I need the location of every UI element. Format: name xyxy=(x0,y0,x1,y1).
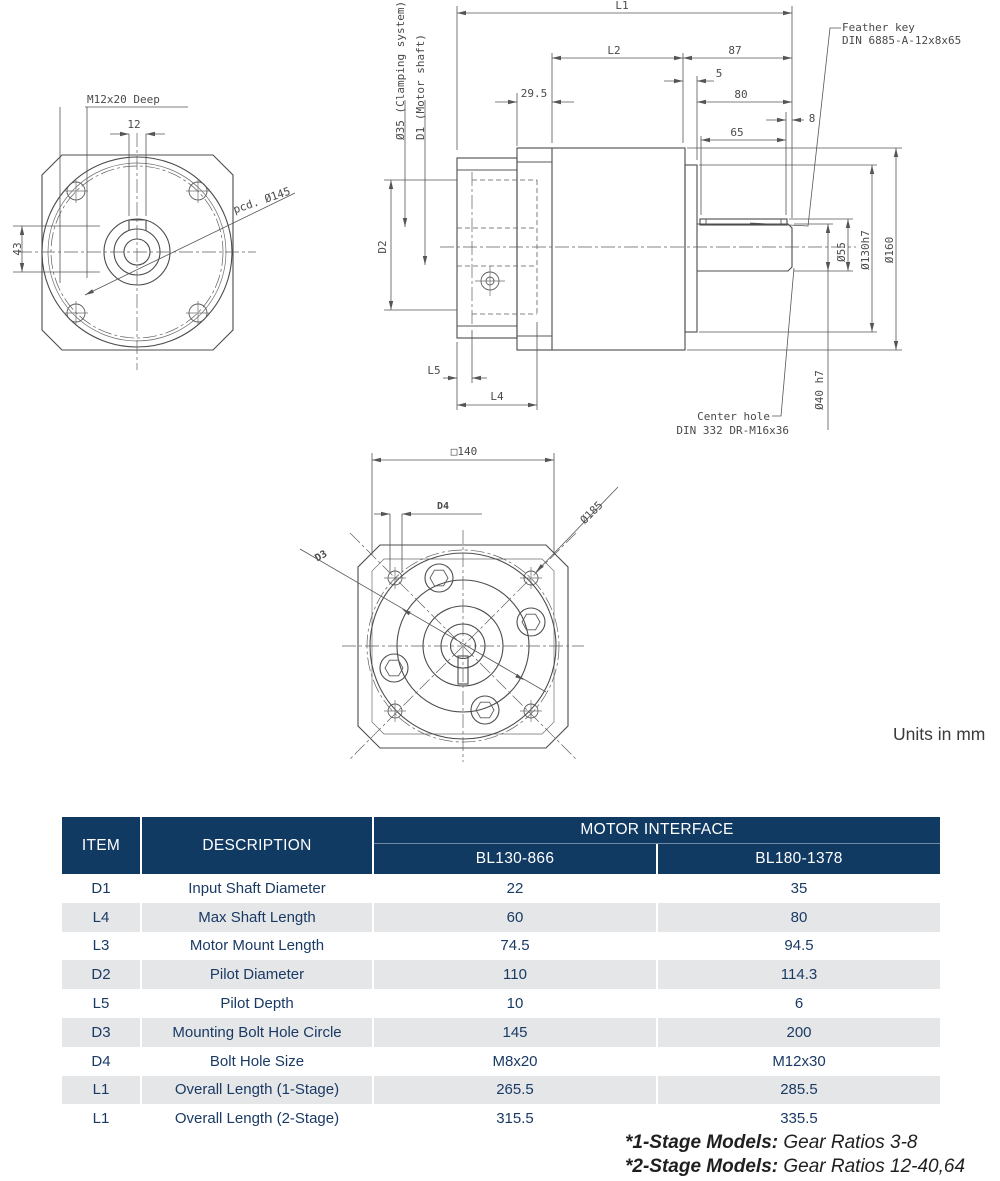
cell-item: L1 xyxy=(62,1076,140,1105)
table-row xyxy=(62,960,940,989)
col-header-item: ITEM xyxy=(62,817,140,874)
dim-65: 65 xyxy=(730,126,744,139)
model-subheaders xyxy=(374,844,940,874)
cell-bl130: 60 xyxy=(374,903,656,932)
cell-description: Bolt Hole Size xyxy=(142,1047,372,1076)
cell-item: D2 xyxy=(62,960,140,989)
footnote-2-label: *2-Stage Models: xyxy=(625,1156,779,1177)
motor-interface-header-group xyxy=(374,817,940,874)
dim-87: 87 xyxy=(728,44,742,57)
footnotes xyxy=(625,1131,965,1179)
dim-5: 5 xyxy=(715,67,723,80)
cell-item: D3 xyxy=(62,1018,140,1047)
side-view xyxy=(376,0,961,437)
center-hole-callout xyxy=(676,268,794,437)
dim-l5: L5 xyxy=(427,364,441,377)
cell-item: D1 xyxy=(62,874,140,903)
cell-item: D4 xyxy=(62,1047,140,1076)
cell-item: L5 xyxy=(62,989,140,1018)
table-row xyxy=(62,1018,940,1047)
cell-bl180: M12x30 xyxy=(658,1047,940,1076)
table-header xyxy=(62,817,940,874)
bottom-view xyxy=(300,445,618,762)
front-view xyxy=(11,93,295,370)
height-dim: 43 xyxy=(11,242,24,256)
cell-bl180: 285.5 xyxy=(658,1076,940,1105)
table-row xyxy=(62,989,940,1018)
cell-description: Pilot Diameter xyxy=(142,960,372,989)
footnote-2-text: Gear Ratios 12-40,64 xyxy=(778,1156,966,1177)
cell-bl180: 94.5 xyxy=(658,932,940,961)
table-row xyxy=(62,1076,940,1105)
cell-bl180: 6 xyxy=(658,989,940,1018)
cell-description: Input Shaft Diameter xyxy=(142,874,372,903)
cell-description: Mounting Bolt Hole Circle xyxy=(142,1018,372,1047)
cell-bl180: 114.3 xyxy=(658,960,940,989)
dim-l1: L1 xyxy=(615,0,629,12)
feather-key-callout xyxy=(750,21,961,226)
cell-bl130: 74.5 xyxy=(374,932,656,961)
dim-29-5: 29.5 xyxy=(520,87,548,100)
thread-label: M12x20 Deep xyxy=(87,93,160,106)
table-row xyxy=(62,1047,940,1076)
col-header-bl130: BL130-866 xyxy=(374,844,656,874)
dim-dia40: Ø40 h7 xyxy=(813,370,826,410)
dim-l2: L2 xyxy=(607,44,621,57)
dim-dia185: Ø185 xyxy=(577,498,606,527)
table-row xyxy=(62,903,940,932)
feather-key-label-2: DIN 6885-A-12x8x65 xyxy=(842,34,962,47)
cell-description: Overall Length (2-Stage) xyxy=(142,1104,372,1133)
slot-width-dim: 12 xyxy=(127,118,141,131)
units-note: Units in mm xyxy=(893,724,986,744)
cell-bl130: 22 xyxy=(374,874,656,903)
dim-80: 80 xyxy=(734,88,748,101)
cell-bl130: M8x20 xyxy=(374,1047,656,1076)
table-row xyxy=(62,1104,940,1133)
center-hole-label-1: Center hole xyxy=(697,410,770,423)
col-header-description: DESCRIPTION xyxy=(142,817,372,874)
dim-dia130: Ø130h7 xyxy=(859,230,872,270)
cell-bl130: 265.5 xyxy=(374,1076,656,1105)
dim-d4: D4 xyxy=(436,501,450,512)
dim-d3: D3 xyxy=(313,548,330,565)
cell-description: Motor Mount Length xyxy=(142,932,372,961)
table-row xyxy=(62,932,940,961)
pcd-label: pcd. Ø145 xyxy=(231,184,293,217)
dim-square140: □140 xyxy=(450,445,478,458)
footnote-1-stage xyxy=(625,1131,965,1155)
cell-bl130: 145 xyxy=(374,1018,656,1047)
footnote-2-stage xyxy=(625,1155,965,1179)
dim-8: 8 xyxy=(808,112,816,125)
center-hole-label-2: DIN 332 DR-M16x36 xyxy=(676,424,789,437)
cell-bl180: 200 xyxy=(658,1018,940,1047)
cell-description: Max Shaft Length xyxy=(142,903,372,932)
spec-table xyxy=(62,817,940,1133)
dim-l4: L4 xyxy=(490,390,504,403)
col-header-bl180: BL180-1378 xyxy=(658,844,940,874)
dim-dia160: Ø160 xyxy=(883,236,896,264)
footnote-1-text: Gear Ratios 3-8 xyxy=(778,1132,918,1153)
col-header-motor-interface: MOTOR INTERFACE xyxy=(374,817,940,844)
cell-bl130: 315.5 xyxy=(374,1104,656,1133)
dim-dia55: Ø55 xyxy=(835,242,848,262)
cell-bl130: 110 xyxy=(374,960,656,989)
dim-d2: D2 xyxy=(376,240,389,254)
cell-bl180: 35 xyxy=(658,874,940,903)
table-row xyxy=(62,874,940,903)
cell-description: Overall Length (1-Stage) xyxy=(142,1076,372,1105)
cell-bl180: 335.5 xyxy=(658,1104,940,1133)
clamping-label: Ø35 (Clamping system) xyxy=(394,0,407,140)
cell-item: L4 xyxy=(62,903,140,932)
cell-bl130: 10 xyxy=(374,989,656,1018)
footnote-1-label: *1-Stage Models: xyxy=(625,1132,779,1153)
cell-item: L3 xyxy=(62,932,140,961)
motor-shaft-label: D1 (Motor shaft) xyxy=(414,34,427,140)
cell-item: L1 xyxy=(62,1104,140,1133)
cell-bl180: 80 xyxy=(658,903,940,932)
cell-description: Pilot Depth xyxy=(142,989,372,1018)
feather-key-label-1: Feather key xyxy=(842,21,915,34)
